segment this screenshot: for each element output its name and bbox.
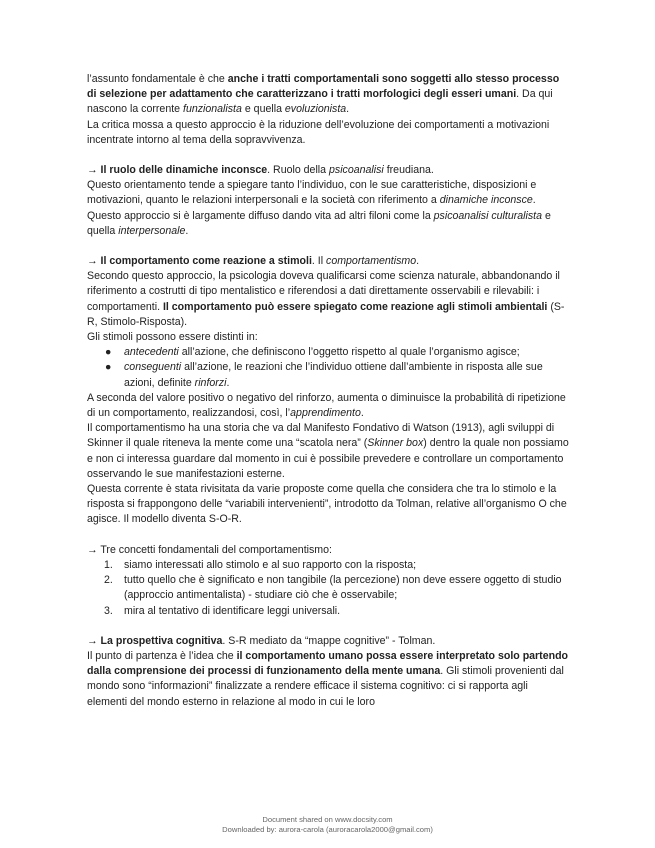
list-number: 2. bbox=[104, 574, 113, 587]
section-heading-behaviorism: → Il comportamento come reazione a stimoli. Il comportamentismo. bbox=[87, 255, 420, 268]
paragraph-tolman: Questa corrente è stata rivisitata da varie proposte come quella che considera che tra lo stimolo e la risposta si frappongono delle “variabili intervenienti”, introdotto da Tolman, relative all’organismo O che agisce. Il modello diventa S-O-R. bbox=[87, 483, 567, 526]
paragraph-cognitive: Il punto di partenza è l’idea che il comportamento umano possa essere interpretato solo partendo dalla comprensione dei processi di funzionamento della mente umana. Gli stimoli provenienti dal mondo sono “informazioni” finalizzate a rendere efficace il sistema cognitivo: ci si rapporta agli elementi del mondo esterno in relazione al modo in cui le loro bbox=[87, 649, 569, 708]
concepts-list bbox=[87, 558, 569, 619]
paragraph-stimuli-intro: Gli stimoli possono essere distinti in: bbox=[87, 331, 258, 344]
paragraph-evolution: l’assunto fondamentale è che anche i tratti comportamentali sono soggetti allo stesso processo di selezione per adattamento che caratterizzano i tratti morfologici degli esseri umani. Da qui nascono la corrente funzionalista e quella evoluzionista. bbox=[87, 73, 560, 116]
list-number: 3. bbox=[104, 604, 113, 617]
paragraph-history: Il comportamentismo ha una storia che va dal Manifesto Fondativo di Watson (1913), agli sviluppi di Skinner il quale riteneva la mente come una “scatola nera” (Skinner box) dentro la quale non possiamo e non ci interessa guardare dal momento in cui è possibile prevedere e controllare un comportamento osservando le sue manifestazioni esterne. bbox=[87, 422, 569, 480]
bullet-icon: ● bbox=[105, 361, 112, 374]
list-item: ● antecedenti all’azione, che definiscono l’oggetto rispetto al quale l’organismo agisce; bbox=[87, 345, 569, 360]
footer-shared-on: Document shared on www.docsity.com bbox=[262, 815, 393, 824]
bullet-icon: ● bbox=[105, 346, 112, 359]
section-heading-cognitive: → La prospettiva cognitiva. S-R mediato da “mappe cognitive” - Tolman. bbox=[87, 634, 436, 647]
list-number: 1. bbox=[104, 558, 113, 571]
list-item: 3. mira al tentativo di identificare leggi universali. bbox=[87, 604, 569, 619]
section-heading-unconscious: → Il ruolo delle dinamiche inconsce. Ruolo della psicoanalisi freudiana. bbox=[87, 164, 434, 177]
paragraph-critique: La critica mossa a questo approccio è la riduzione dell’evoluzione dei comportamenti a motivazioni incentrate intorno al tema della sopravvivenza. bbox=[87, 118, 550, 146]
paragraph-diffusion: Questo approccio si è largamente diffuso dando vita ad altri filoni come la psicoanalisi culturalista e quella interpersonale. bbox=[87, 209, 551, 237]
paragraph-approach: Secondo questo approccio, la psicologia doveva qualificarsi come scienza naturale, abbandonando il riferimento a costrutti di tipo mentalistico e riferendosi a dati direttamente osservabili e rilevabili: i comportamenti. Il comportamento può essere spiegato come reazione agli stimoli ambientali (S-R, Stimolo-Risposta). bbox=[87, 270, 565, 328]
list-item: 1. siamo interessati allo stimolo e al suo rapporto con la risposta; bbox=[87, 558, 569, 573]
stimuli-list bbox=[87, 345, 569, 391]
paragraph-reinforcement: A seconda del valore positivo o negativo del rinforzo, aumenta o diminuisce la probabilità di ripetizione di un comportamento, realizzandosi, così, l’apprendimento. bbox=[87, 391, 566, 420]
list-item: 2. tutto quello che è significato e non tangibile (la percezione) non deve essere oggetto di studio (approccio antimentalista) - studiare ciò che è osservabile; bbox=[104, 574, 562, 602]
list-item: ● conseguenti all’azione, le reazioni che l’individuo ottiene dall’ambiente in risposta alle sue azioni, definite rinforzi. bbox=[105, 361, 543, 389]
section-heading-concepts: → Tre concetti fondamentali del comportamentismo: bbox=[87, 543, 332, 556]
document-body bbox=[87, 72, 569, 710]
paragraph-orientation: Questo orientamento tende a spiegare tanto l’individuo, con le sue caratteristiche, disposizioni e motivazioni, quanto le relazioni interpersonali e la società con riferimento a dinamiche inconsce. bbox=[87, 179, 537, 207]
footer-downloaded-by: Downloaded by: aurora-carola (auroracarola2000@gmail.com) bbox=[222, 825, 433, 834]
